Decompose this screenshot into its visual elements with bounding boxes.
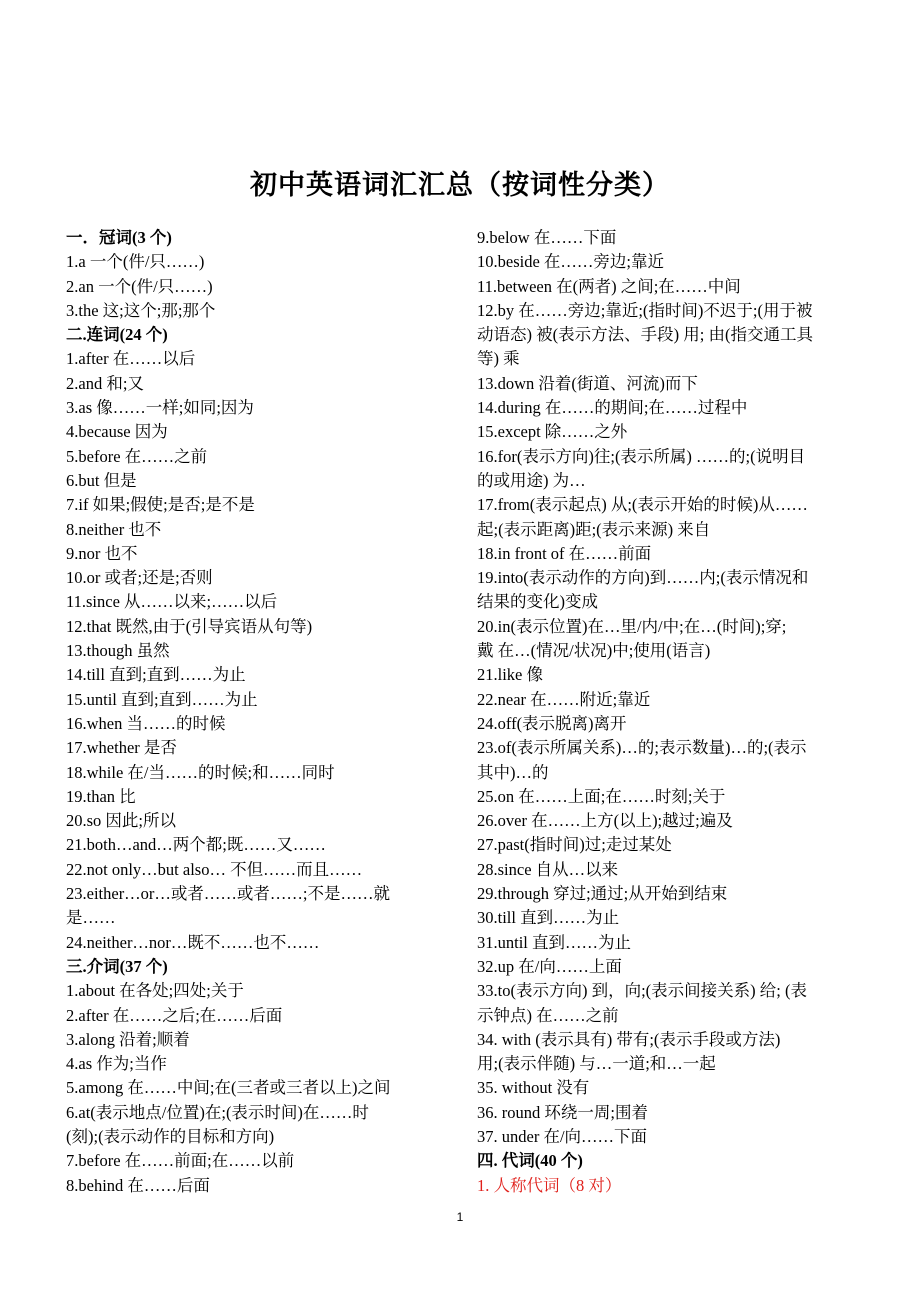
vocab-entry: 3.as 像……一样;如同;因为: [66, 398, 254, 418]
vocab-entry: 24.neither…nor…既不……也不……: [66, 932, 320, 952]
vocab-entry: 24.off(表示脱离)离开: [477, 713, 627, 733]
vocab-entry: 27.past(指时间)过;走过某处: [477, 835, 672, 855]
vocab-entry: 起;(表示距离)距;(表示来源) 来自: [477, 519, 711, 539]
vocab-entry: 23.of(表示所属关系)…的;表示数量)…的;(表示: [477, 738, 807, 758]
vocab-entry: 11.between 在(两者) 之间;在……中间: [477, 276, 741, 296]
section-heading: 四. 代词(40 个): [477, 1151, 583, 1171]
vocab-entry: 4.as 作为;当作: [66, 1054, 167, 1074]
vocab-entry: 3.the 这;这个;那;那个: [66, 300, 216, 320]
vocab-entry: 1.after 在……以后: [66, 349, 196, 369]
vocab-entry: 的或用途) 为…: [477, 470, 586, 490]
vocab-entry: 2.after 在……之后;在……后面: [66, 1005, 283, 1025]
vocab-entry: 其中)…的: [477, 762, 549, 782]
vocab-entry: 20.so 因此;所以: [66, 811, 177, 831]
left-column: [66, 226, 436, 1198]
section-heading: 二.连词(24 个): [66, 325, 168, 345]
vocab-entry: 30.till 直到……为止: [477, 908, 620, 928]
vocab-entry: 是……: [66, 908, 116, 928]
vocab-entry: 37. under 在/向……下面: [477, 1126, 648, 1146]
vocab-entry: 16.for(表示方向)往;(表示所属) ……的;(说明目: [477, 446, 806, 466]
vocab-entry: 5.before 在……之前: [66, 446, 208, 466]
vocab-entry: 示钟点) 在……之前: [477, 1005, 619, 1025]
vocab-entry: 11.since 从……以来;……以后: [66, 592, 278, 612]
vocab-entry: 18.in front of 在……前面: [477, 543, 652, 563]
vocab-entry: 18.while 在/当……的时候;和……同时: [66, 762, 335, 782]
vocab-entry: 34. with (表示具有) 带有;(表示手段或方法): [477, 1029, 781, 1049]
vocab-entry: 1.about 在各处;四处;关于: [66, 981, 244, 1001]
vocab-entry: 17.whether 是否: [66, 738, 177, 758]
vocab-entry: 32.up 在/向……上面: [477, 956, 622, 976]
vocab-entry: 7.if 如果;假使;是否;是不是: [66, 495, 255, 515]
vocab-entry: 26.over 在……上方(以上);越过;遍及: [477, 811, 733, 831]
vocab-entry: 9.nor 也不: [66, 543, 138, 563]
vocab-entry: 2.an 一个(件/只……): [66, 276, 213, 296]
vocab-entry: 23.either…or…或者……或者……;不是……就: [66, 884, 391, 904]
vocab-entry: 8.behind 在……后面: [66, 1175, 210, 1195]
vocab-entry: 13.though 虽然: [66, 641, 170, 661]
section-heading: 三.介词(37 个): [66, 956, 168, 976]
vocab-entry: 16.when 当……的时候: [66, 713, 226, 733]
vocab-entry: 22.not only…but also… 不但……而且……: [66, 859, 363, 879]
vocab-entry: 22.near 在……附近;靠近: [477, 689, 651, 709]
vocab-entry: 14.during 在……的期间;在……过程中: [477, 398, 748, 418]
vocab-entry: 28.since 自从…以来: [477, 859, 619, 879]
section-heading: 一．冠词(3 个): [66, 228, 172, 247]
vocab-entry: 17.from(表示起点) 从;(表示开始的时候)从……: [477, 495, 808, 515]
vocab-entry: 4.because 因为: [66, 422, 168, 442]
vocab-entry: 9.below 在……下面: [477, 228, 617, 247]
vocab-entry: 14.till 直到;直到……为止: [66, 665, 246, 685]
vocab-entry: 29.through 穿过;通过;从开始到结束: [477, 884, 728, 904]
vocab-entry: 21.like 像: [477, 665, 543, 685]
vocab-entry: 6.but 但是: [66, 470, 137, 490]
page-number: 1: [456, 1210, 464, 1224]
vocab-entry: 36. round 环绕一周;围着: [477, 1102, 648, 1122]
vocab-entry: 7.before 在……前面;在……以前: [66, 1151, 295, 1171]
vocab-entry: 等) 乘: [477, 349, 520, 369]
vocab-entry: 6.at(表示地点/位置)在;(表示时间)在……时: [66, 1102, 369, 1122]
vocab-entry: 5.among 在……中间;在(三者或三者以上)之间: [66, 1078, 391, 1098]
vocab-entry: 13.down 沿着(街道、河流)而下: [477, 373, 698, 393]
vocab-entry: 1. 人称代词（8 对）: [477, 1175, 622, 1195]
vocab-entry: (刻);(表示动作的目标和方向): [66, 1126, 275, 1146]
vocab-entry: 20.in(表示位置)在…里/内/中;在…(时间);穿;: [477, 616, 787, 636]
vocab-entry: 戴 在…(情况/状况)中;使用(语言): [477, 641, 711, 661]
vocab-entry: 15.until 直到;直到……为止: [66, 689, 258, 709]
page-title: 初中英语词汇汇总（按词性分类）: [250, 170, 670, 200]
vocab-entry: 2.and 和;又: [66, 373, 144, 393]
vocab-entry: 33.to(表示方向) 到，向;(表示间接关系) 给; (表: [477, 981, 807, 1001]
vocab-entry: 1.a 一个(件/只……): [66, 252, 205, 272]
vocab-entry: 25.on 在……上面;在……时刻;关于: [477, 786, 726, 806]
vocab-entry: 10.or 或者;还是;否则: [66, 568, 213, 588]
vocab-entry: 12.that 既然,由于(引导宾语从句等): [66, 616, 313, 636]
vocab-entry: 动语态) 被(表示方法、手段) 用; 由(指交通工具: [477, 325, 813, 345]
right-column: [477, 226, 855, 1198]
vocab-entry: 19.into(表示动作的方向)到……内;(表示情况和: [477, 568, 809, 588]
vocab-entry: 21.both…and…两个都;既……又……: [66, 835, 326, 855]
vocab-entry: 3.along 沿着;顺着: [66, 1029, 190, 1049]
vocab-entry: 结果的变化)变成: [477, 592, 598, 612]
vocab-entry: 用;(表示伴随) 与…一道;和…一起: [477, 1054, 716, 1074]
vocab-entry: 10.beside 在……旁边;靠近: [477, 252, 664, 272]
vocab-entry: 15.except 除……之外: [477, 422, 628, 442]
vocab-entry: 35. without 没有: [477, 1078, 590, 1098]
vocab-entry: 8.neither 也不: [66, 519, 162, 539]
vocab-entry: 12.by 在……旁边;靠近;(指时间)不迟于;(用于被: [477, 300, 813, 320]
vocab-entry: 19.than 比: [66, 786, 136, 806]
vocab-entry: 31.until 直到……为止: [477, 932, 632, 952]
